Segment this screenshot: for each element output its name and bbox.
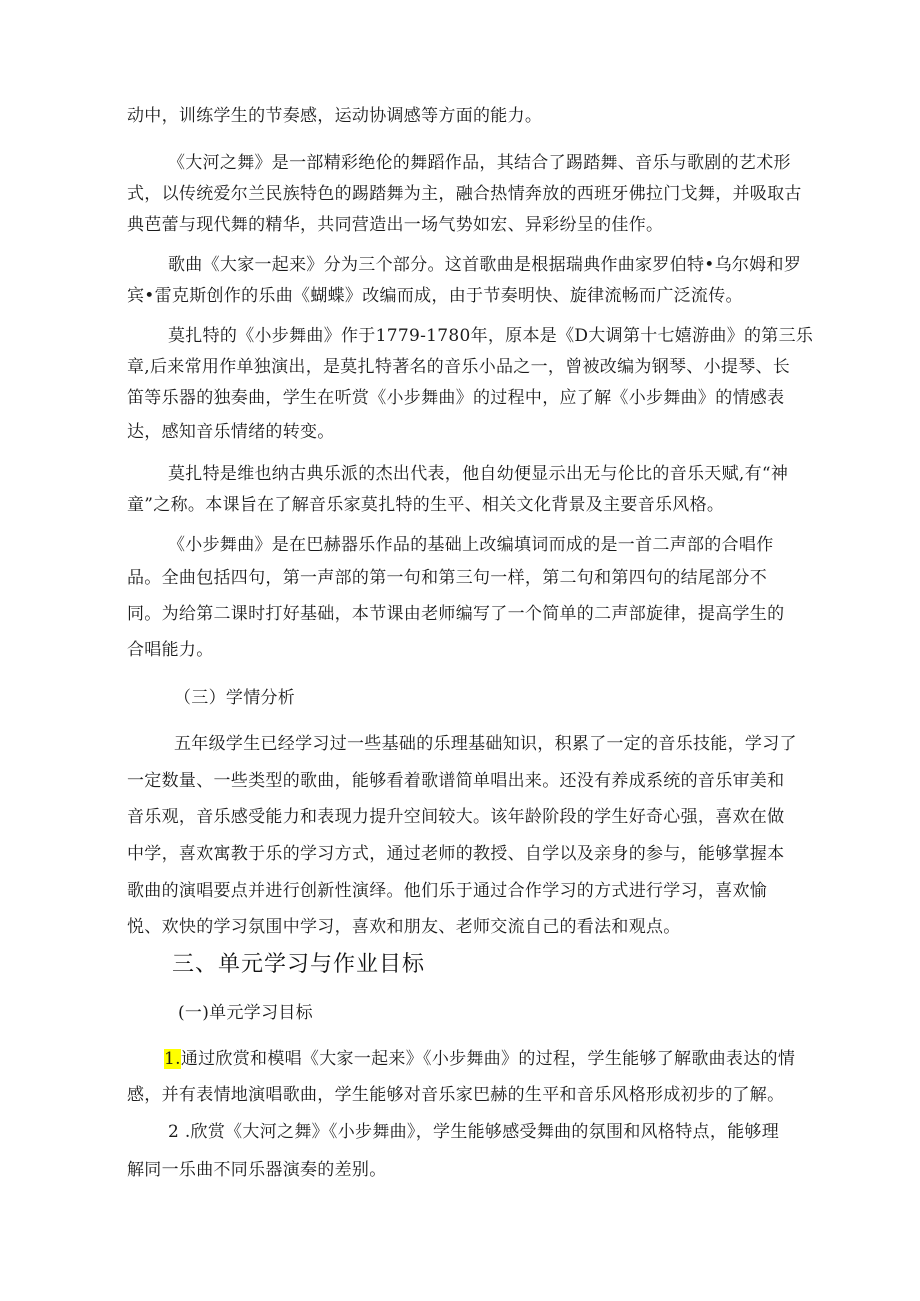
paragraph-line: 中学，喜欢寓教于乐的学习方式，通过老师的教授、自学以及亲身的参与，能够掌握本	[127, 844, 785, 864]
paragraph-line: 品。全曲包括四句，第一声部的第一句和第三句一样，第二句和第四句的结尾部分不	[127, 568, 768, 588]
paragraph-line: 歌曲《大家一起来》分为三个部分。这首歌曲是根据瑞典作曲家罗伯特•乌尔姆和罗	[168, 255, 802, 275]
paragraph-line: 动中，训练学生的节奏感，运动协调感等方面的能力。	[127, 106, 543, 126]
paragraph-line: 歌曲的演唱要点并进行创新性演绎。他们乐于通过合作学习的方式进行学习，喜欢愉	[127, 881, 768, 901]
paragraph-line: 音乐观，音乐感受能力和表现力提升空间较大。该年龄阶段的学生好奇心强，喜欢在做	[127, 807, 785, 827]
paragraph-line: 章,后来常用作单独演出，是莫扎特著名的音乐小品之一，曾被改编为钢琴、小提琴、长	[127, 357, 791, 377]
section-heading: 三、单元学习与作业目标	[172, 952, 426, 977]
paragraph-line: 五年级学生已经学习过一些基础的乐理基础知识，积累了一定的音乐技能，学习了	[174, 734, 797, 754]
subsection-heading: (一)单元学习目标	[178, 1003, 313, 1023]
paragraph-line: 笛等乐器的独奏曲，学生在听赏《小步舞曲》的过程中，应了解《小步舞曲》的情感表	[127, 388, 785, 408]
paragraph-line: 合唱能力。	[127, 640, 214, 660]
paragraph-line: 一定数量、一些类型的歌曲，能够看着歌谱简单唱出来。还没有养成系统的音乐审美和	[127, 771, 785, 791]
paragraph-line: 式，以传统爱尔兰民族特色的踢踏舞为主，融合热情奔放的西班牙佛拉门戈舞，并吸取古	[127, 184, 802, 204]
list-item-1	[164, 1047, 795, 1071]
paragraph-line: 解同一乐曲不同乐器演奏的差别。	[127, 1160, 387, 1180]
paragraph-line: 莫扎特的《小步舞曲》作于1779-1780年，原本是《D大调第十七嬉游曲》的第三乐	[168, 326, 814, 346]
paragraph-line: 《大河之舞》是一部精彩绝伦的舞蹈作品，其结合了踢踏舞、音乐与歌剧的艺术形	[168, 153, 791, 173]
paragraph-line: 达，感知音乐情绪的转变。	[127, 422, 335, 442]
list-item-2: 2 .欣赏《大河之舞》《小步舞曲》，学生能够感受舞曲的氛围和风格特点，能够理	[168, 1122, 780, 1142]
paragraph-line: 典芭蕾与现代舞的精华，共同营造出一场气势如宏、异彩纷呈的佳作。	[127, 215, 664, 235]
paragraph-line: 悦、欢快的学习氛围中学习，喜欢和朋友、老师交流自己的看法和观点。	[127, 917, 681, 937]
paragraph-line: 童”之称。本课旨在了解音乐家莫扎特的生平、相关文化背景及主要音乐风格。	[127, 495, 725, 515]
item-number-highlight: 1.	[164, 1049, 181, 1069]
paragraph-line: 莫扎特是维也纳古典乐派的杰出代表，他自幼便显示出无与伦比的音乐天赋,有“神	[168, 464, 789, 484]
item-text: 通过欣赏和模唱《大家一起来》《小步舞曲》的过程，学生能够了解歌曲表达的情	[180, 1049, 796, 1069]
paragraph-line: 宾•雷克斯创作的乐曲《蝴蝶》改编而成，由于节奏明快、旋律流畅而广泛流传。	[127, 286, 743, 306]
paragraph-line: 同。为给第二课时打好基础，本节课由老师编写了一个简单的二声部旋律，提高学生的	[127, 604, 785, 624]
paragraph-line: 感，并有表情地演唱歌曲，学生能够对音乐家巴赫的生平和音乐风格形成初步的了解。	[127, 1085, 785, 1105]
subheading-learning-analysis: （三）学情分析	[174, 688, 296, 708]
paragraph-line: 《小步舞曲》是在巴赫器乐作品的基础上改编填词而成的是一首二声部的合唱作	[168, 535, 774, 555]
